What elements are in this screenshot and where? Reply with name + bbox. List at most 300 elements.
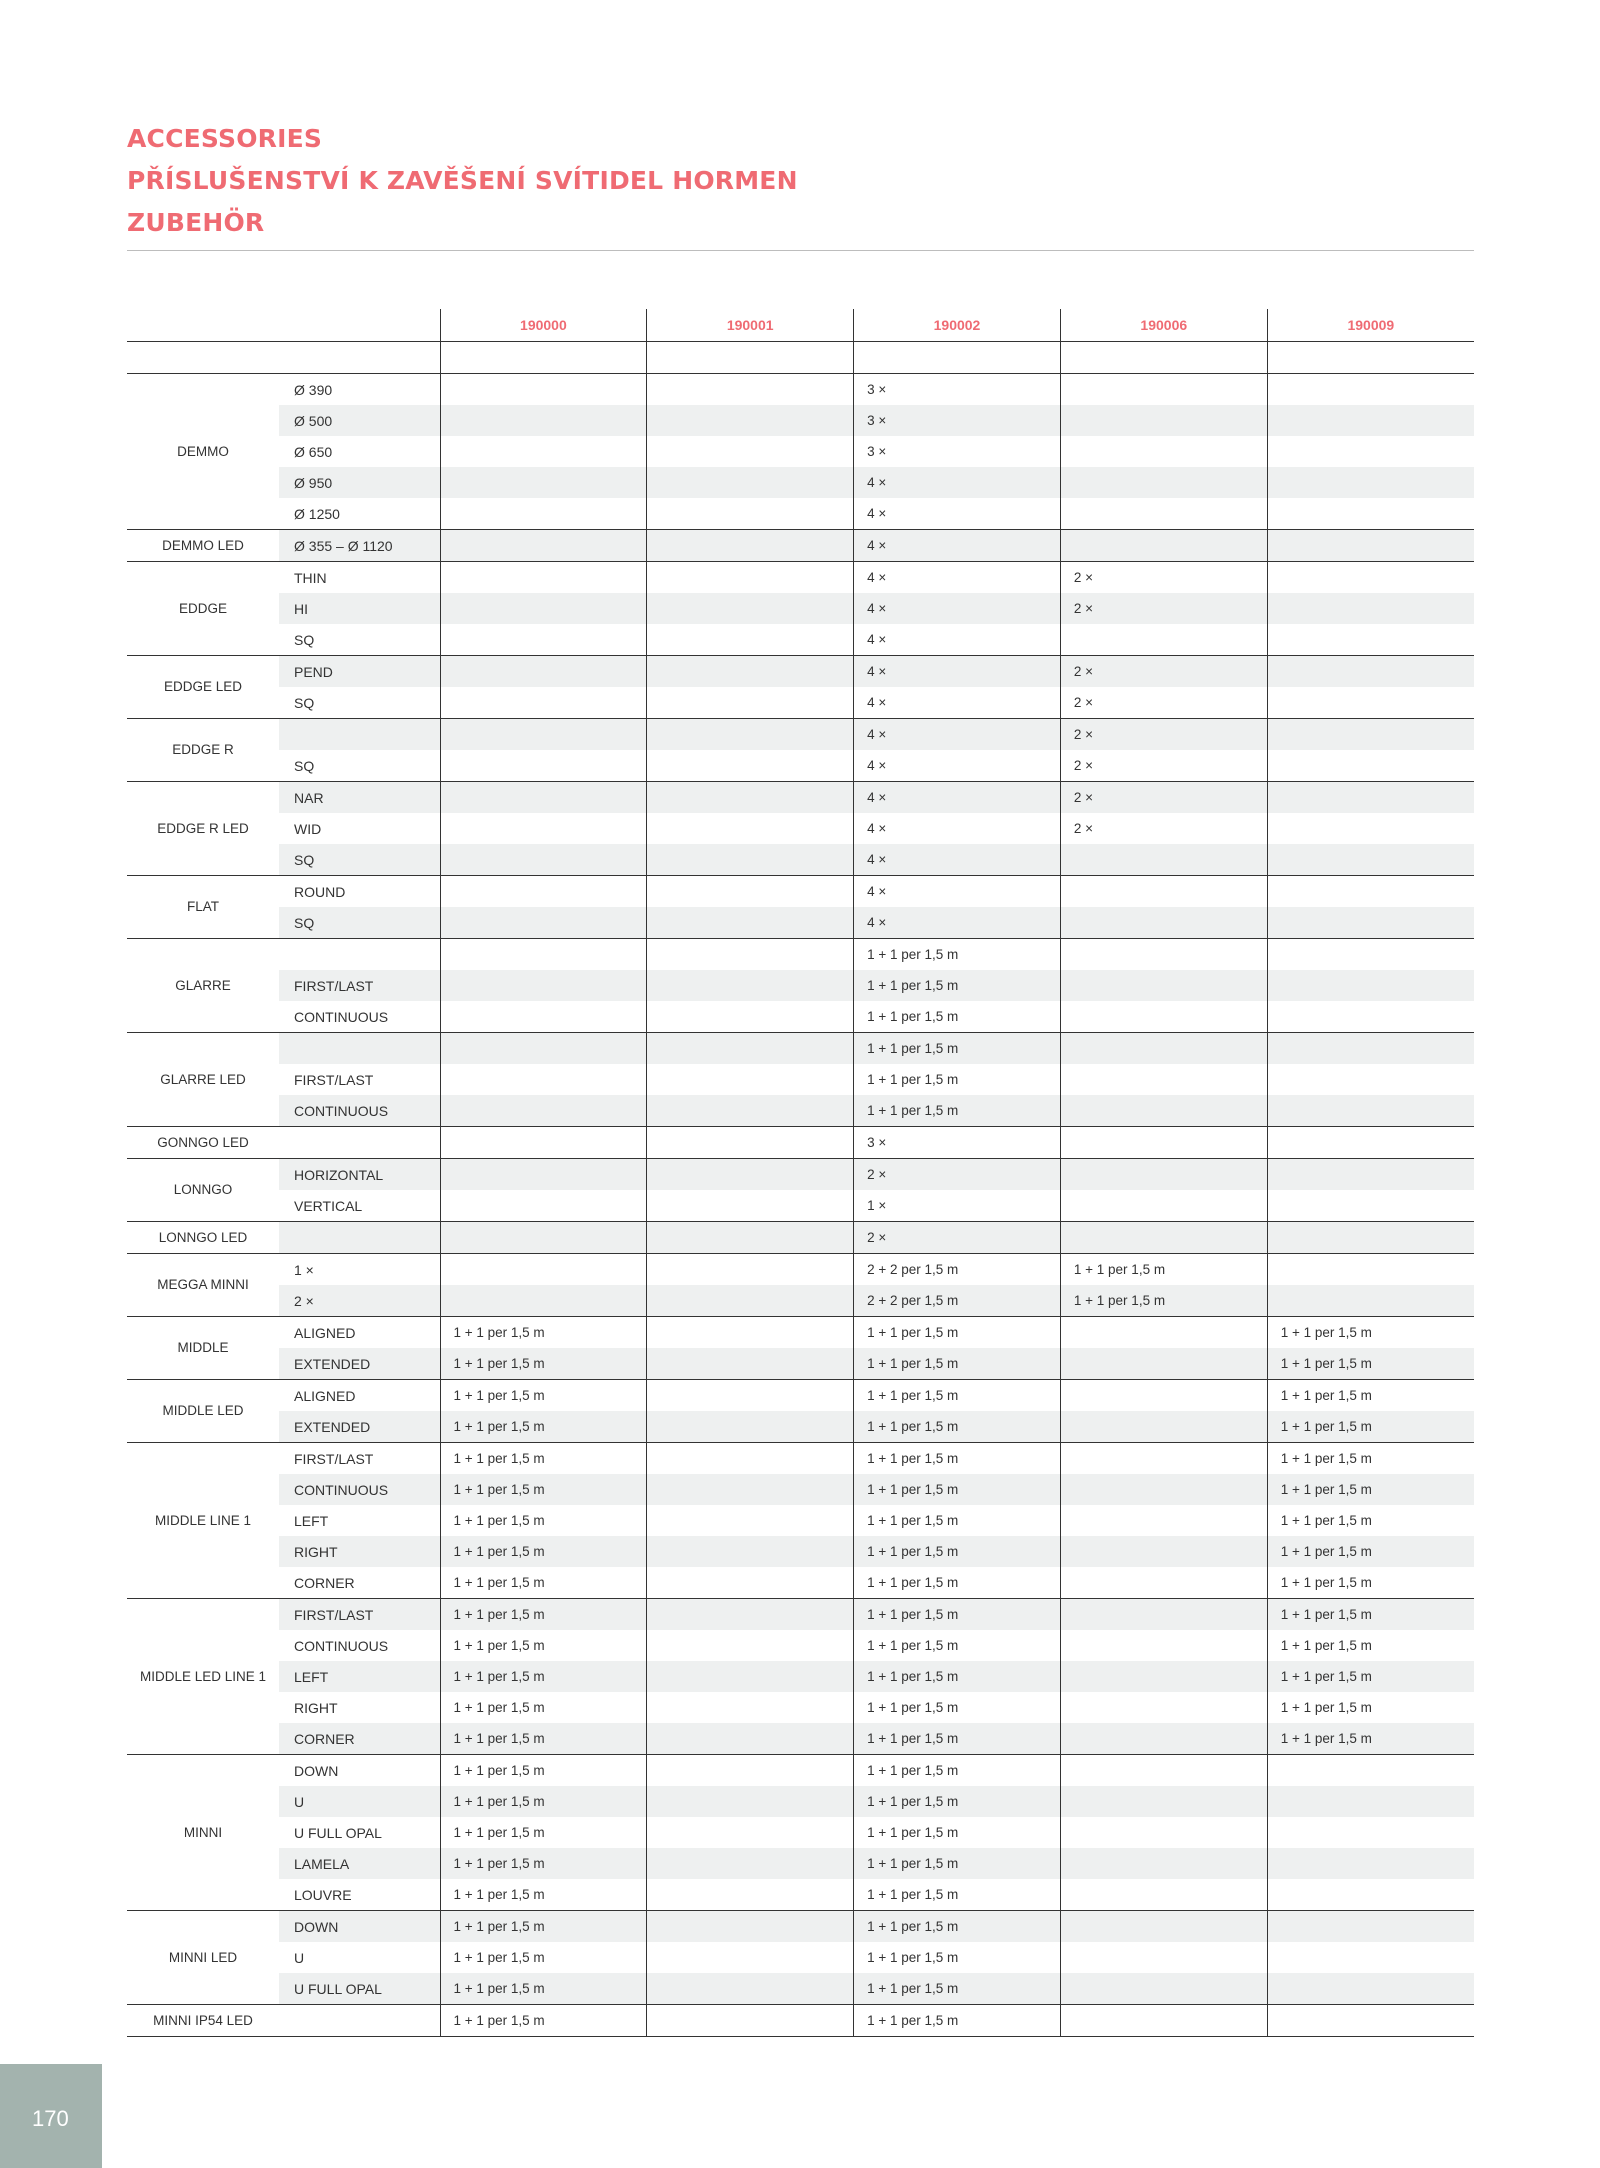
variant-label: ROUND [294,883,346,900]
quantity-cell: 4 × [854,687,1061,719]
quantity-cell [440,1190,647,1222]
quantity-cell [1267,1848,1474,1879]
quantity-cell [647,1567,854,1599]
quantity-cell [647,1411,854,1443]
quantity-cell [647,1254,854,1286]
variant-label [279,719,440,751]
product-group-label: DEMMO LED [127,530,279,562]
quantity-cell: 1 + 1 per 1,5 m [440,1474,647,1505]
table-row [127,1443,1474,1475]
quantity-cell [647,1159,854,1191]
variant-label: Ø 650 [294,443,333,460]
quantity-cell [1060,1127,1267,1159]
quantity-cell [647,1443,854,1475]
quantity-cell: 1 + 1 per 1,5 m [440,1536,647,1567]
quantity-cell [647,374,854,406]
quantity-cell [647,1692,854,1723]
quantity-cell: 2 × [1060,687,1267,719]
quantity-cell [647,562,854,594]
quantity-cell [647,1190,854,1222]
quantity-cell [440,1222,647,1254]
quantity-cell: 1 + 1 per 1,5 m [854,1567,1061,1599]
variant-label: U [279,1786,440,1817]
table-row [127,624,1474,656]
quantity-cell [1267,1064,1474,1095]
quantity-cell [1267,1285,1474,1317]
quantity-cell: 1 + 1 per 1,5 m [440,1692,647,1723]
quantity-cell [440,1033,647,1065]
variant-label: EXTENDED [279,1348,440,1380]
table-row [127,1033,1474,1065]
table-row [127,498,1474,530]
quantity-cell [1060,467,1267,498]
quantity-cell: 3 × [854,374,1061,406]
quantity-cell [440,656,647,688]
quantity-cell [647,1033,854,1065]
table-row [127,1661,1474,1692]
quantity-cell [1267,624,1474,656]
variant-label [279,1127,440,1159]
quantity-cell: 1 + 1 per 1,5 m [854,1348,1061,1380]
quantity-cell [1060,1348,1267,1380]
table-row [127,1692,1474,1723]
quantity-cell [1060,1942,1267,1973]
product-group-label: DEMMO [127,374,279,530]
quantity-cell [647,1222,854,1254]
quantity-cell [1060,1317,1267,1349]
table-row [127,876,1474,908]
quantity-cell [647,593,854,624]
variant-label: THIN [294,569,327,586]
quantity-cell [1060,1033,1267,1065]
quantity-cell [647,656,854,688]
product-group-label: LONNGO LED [127,1222,279,1254]
quantity-cell: 3 × [854,405,1061,436]
quantity-cell: 1 + 1 per 1,5 m [440,2005,647,2037]
quantity-cell: 1 + 1 per 1,5 m [854,1973,1061,2005]
quantity-cell: 1 + 1 per 1,5 m [440,1567,647,1599]
quantity-cell: 4 × [854,467,1061,498]
quantity-cell: 1 + 1 per 1,5 m [440,1786,647,1817]
variant-label: PEND [279,656,440,688]
quantity-cell: 1 + 1 per 1,5 m [1267,1474,1474,1505]
table-row [127,1285,1474,1317]
header-blank [127,309,279,342]
quantity-cell [647,970,854,1001]
quantity-cell [647,1817,854,1848]
product-group-label: MIDDLE LINE 1 [127,1443,279,1599]
quantity-cell [440,687,647,719]
quantity-cell [1267,2005,1474,2037]
quantity-cell [647,907,854,939]
quantity-cell: 1 + 1 per 1,5 m [854,1474,1061,1505]
quantity-cell [1060,1505,1267,1536]
table-row [127,2005,1474,2037]
page-number: 170 [32,2106,69,2131]
variant-label: LOUVRE [279,1879,440,1911]
quantity-cell: 1 + 1 per 1,5 m [854,1380,1061,1412]
quantity-cell: 2 × [1060,656,1267,688]
quantity-cell [1267,1222,1474,1254]
quantity-cell [1267,1911,1474,1943]
variant-label: SQ [279,750,440,782]
table-row [127,1567,1474,1599]
quantity-cell [1267,939,1474,971]
quantity-cell [647,1911,854,1943]
product-group-label: FLAT [127,876,279,939]
quantity-cell: 1 + 1 per 1,5 m [854,1536,1061,1567]
table-row [127,782,1474,814]
variant-label: CONTINUOUS [279,1474,440,1505]
quantity-cell [647,1630,854,1661]
quantity-cell: 1 + 1 per 1,5 m [854,1786,1061,1817]
quantity-cell [1060,1911,1267,1943]
quantity-cell: 1 + 1 per 1,5 m [440,1348,647,1380]
variant-label: LEFT [294,1512,329,1529]
variant-label: HORIZONTAL [279,1159,440,1191]
table-row [127,1127,1474,1159]
quantity-cell: 1 + 1 per 1,5 m [440,1630,647,1661]
variant-label: EXTENDED [279,1411,440,1443]
quantity-cell [1060,374,1267,406]
quantity-cell [647,1755,854,1787]
quantity-cell [440,1001,647,1033]
quantity-cell: 2 × [1060,719,1267,751]
quantity-cell [1060,1095,1267,1127]
quantity-cell [440,436,647,467]
quantity-cell [1267,1973,1474,2005]
quantity-cell [440,813,647,844]
variant-label: SQ [279,624,440,656]
product-group-label: MINNI [127,1755,279,1911]
quantity-cell: 2 × [1060,562,1267,594]
variant-label: CONTINUOUS [279,1001,440,1033]
quantity-cell [440,405,647,436]
quantity-cell [1060,498,1267,530]
quantity-cell [1267,562,1474,594]
table-row [127,405,1474,436]
variant-label: Ø 1250 [279,498,440,530]
quantity-cell: 2 × [1060,593,1267,624]
variant-label: WID [294,820,322,837]
product-group-label: MIDDLE [127,1317,279,1380]
quantity-cell [440,1095,647,1127]
quantity-cell [647,624,854,656]
quantity-cell: 1 + 1 per 1,5 m [854,1817,1061,1848]
quantity-cell [647,1001,854,1033]
accessories-table-container [127,309,1474,2037]
quantity-cell [1267,907,1474,939]
variant-label: U FULL OPAL [279,1973,440,2005]
table-row [127,687,1474,719]
variant-label: U FULL OPAL [294,1824,382,1841]
quantity-cell: 1 + 1 per 1,5 m [854,1411,1061,1443]
quantity-cell: 4 × [854,813,1061,844]
quantity-cell: 4 × [854,782,1061,814]
quantity-cell: 4 × [854,656,1061,688]
quantity-cell [647,1723,854,1755]
product-group-label: EDDGE [127,562,279,656]
variant-label: SQ [279,844,440,876]
quantity-cell [1267,844,1474,876]
quantity-cell [440,844,647,876]
variant-label: U [294,1949,305,1966]
quantity-cell: 1 + 1 per 1,5 m [854,1911,1061,1943]
quantity-cell [1060,1064,1267,1095]
table-row [127,656,1474,688]
table-row [127,530,1474,562]
quantity-cell [1060,1159,1267,1191]
quantity-cell: 1 + 1 per 1,5 m [440,1443,647,1475]
quantity-cell: 4 × [854,624,1061,656]
quantity-cell: 1 + 1 per 1,5 m [854,1692,1061,1723]
quantity-cell [440,1064,647,1095]
variant-label [279,1033,440,1065]
table-row [127,374,1474,406]
quantity-cell: 2 + 2 per 1,5 m [854,1254,1061,1286]
quantity-cell [1267,1786,1474,1817]
quantity-cell [1267,530,1474,562]
variant-label: NAR [279,782,440,814]
variant-label: Ø 500 [279,405,440,436]
quantity-cell [1060,1443,1267,1475]
quantity-cell [1060,1380,1267,1412]
quantity-cell: 1 + 1 per 1,5 m [440,1755,647,1787]
quantity-cell [1060,1755,1267,1787]
table-row [127,1474,1474,1505]
quantity-cell [1267,1127,1474,1159]
quantity-cell [1060,1190,1267,1222]
quantity-cell [1267,498,1474,530]
quantity-cell [647,1285,854,1317]
quantity-cell [1060,1001,1267,1033]
quantity-cell [440,939,647,971]
quantity-cell [1060,844,1267,876]
quantity-cell [1060,1474,1267,1505]
quantity-cell: 4 × [854,750,1061,782]
table-row [127,1254,1474,1286]
variant-label: SQ [279,687,440,719]
quantity-cell [1060,907,1267,939]
quantity-cell: 1 + 1 per 1,5 m [1267,1317,1474,1349]
quantity-cell [647,1536,854,1567]
table-row [127,1505,1474,1536]
quantity-cell: 1 + 1 per 1,5 m [1267,1630,1474,1661]
header-blank [279,309,440,342]
quantity-cell: 1 + 1 per 1,5 m [1267,1348,1474,1380]
quantity-cell [440,1159,647,1191]
quantity-cell [440,1285,647,1317]
column-header: 190009 [1267,309,1474,342]
quantity-cell [440,530,647,562]
variant-label: Ø 950 [279,467,440,498]
variant-label: ALIGNED [294,1324,356,1341]
quantity-cell [647,939,854,971]
quantity-cell: 1 + 1 per 1,5 m [1267,1723,1474,1755]
table-row [127,436,1474,467]
variant-label: RIGHT [279,1536,440,1567]
quantity-cell: 1 + 1 per 1,5 m [1060,1285,1267,1317]
quantity-cell: 2 × [854,1159,1061,1191]
variant-label: FIRST/LAST [279,1599,440,1631]
table-row [127,1159,1474,1191]
quantity-cell: 1 + 1 per 1,5 m [440,1505,647,1536]
table-body [127,342,1474,2037]
quantity-cell [647,498,854,530]
table-row [127,1222,1474,1254]
quantity-cell [1060,624,1267,656]
quantity-cell [647,1599,854,1631]
quantity-cell: 1 + 1 per 1,5 m [854,1755,1061,1787]
variant-label: CORNER [279,1567,440,1599]
quantity-cell: 1 + 1 per 1,5 m [854,1723,1061,1755]
quantity-cell [1060,1817,1267,1848]
variant-label: LEFT [279,1661,440,1692]
quantity-cell [1060,1599,1267,1631]
quantity-cell [1267,467,1474,498]
quantity-cell [647,436,854,467]
quantity-cell: 1 + 1 per 1,5 m [854,939,1061,971]
quantity-cell: 1 + 1 per 1,5 m [1267,1661,1474,1692]
quantity-cell [1060,530,1267,562]
product-group-label: GLARRE [127,939,279,1033]
quantity-cell [647,1064,854,1095]
table-row [127,1755,1474,1787]
table-row [127,1380,1474,1412]
table-row [127,1064,1474,1095]
variant-label: SQ [279,907,440,939]
quantity-cell [440,593,647,624]
quantity-cell: 3 × [854,436,1061,467]
table-row [127,467,1474,498]
variant-label: LAMELA [279,1848,440,1879]
quantity-cell [1060,876,1267,908]
table-row [127,1095,1474,1127]
quantity-cell: 1 + 1 per 1,5 m [1267,1692,1474,1723]
quantity-cell: 2 × [1060,782,1267,814]
quantity-cell: 1 + 1 per 1,5 m [440,1817,647,1848]
quantity-cell: 1 + 1 per 1,5 m [854,1599,1061,1631]
title-german: ZUBEHÖR [127,208,265,237]
variant-label: DOWN [279,1911,440,1943]
table-row [127,1786,1474,1817]
column-header: 190002 [854,309,1061,342]
quantity-cell [1267,719,1474,751]
quantity-cell [440,970,647,1001]
quantity-cell: 1 + 1 per 1,5 m [854,1630,1061,1661]
variant-label: VERTICAL [279,1190,440,1222]
column-header: 190001 [647,309,854,342]
quantity-cell: 1 + 1 per 1,5 m [854,1848,1061,1879]
quantity-cell [1267,1190,1474,1222]
table-row [127,719,1474,751]
quantity-cell [647,2005,854,2037]
quantity-cell [440,907,647,939]
table-row [127,1001,1474,1033]
quantity-cell [440,782,647,814]
quantity-cell: 1 + 1 per 1,5 m [1267,1411,1474,1443]
variant-label: CONTINUOUS [294,1637,389,1654]
quantity-cell [1267,1159,1474,1191]
quantity-cell: 1 + 1 per 1,5 m [440,1848,647,1879]
quantity-cell [440,467,647,498]
quantity-cell: 1 + 1 per 1,5 m [440,1317,647,1349]
quantity-cell [440,719,647,751]
quantity-cell [1267,876,1474,908]
table-row [127,1411,1474,1443]
product-group-label: EDDGE R [127,719,279,782]
quantity-cell [647,1380,854,1412]
quantity-cell: 1 + 1 per 1,5 m [440,1973,647,2005]
quantity-cell: 1 + 1 per 1,5 m [854,2005,1061,2037]
quantity-cell: 1 + 1 per 1,5 m [1060,1254,1267,1286]
quantity-cell: 4 × [854,907,1061,939]
product-group-label: GLARRE LED [127,1033,279,1127]
product-group-label: MINNI LED [127,1911,279,2005]
table-row [127,1630,1474,1661]
product-group-label: MINNI IP54 LED [127,2005,279,2037]
quantity-cell [1267,436,1474,467]
spacer-row [127,342,1474,374]
quantity-cell [1267,405,1474,436]
quantity-cell: 3 × [854,1127,1061,1159]
quantity-cell: 1 + 1 per 1,5 m [854,1879,1061,1911]
quantity-cell: 1 + 1 per 1,5 m [440,1911,647,1943]
title-divider [127,250,1474,251]
quantity-cell [647,1879,854,1911]
quantity-cell [647,1848,854,1879]
variant-label: ALIGNED [294,1387,356,1404]
quantity-cell [1060,405,1267,436]
variant-label: FIRST/LAST [279,970,440,1001]
product-group-label: LONNGO [127,1159,279,1222]
quantity-cell [1267,782,1474,814]
quantity-cell [647,750,854,782]
variant-label: DOWN [294,1762,339,1779]
table-row [127,1942,1474,1973]
quantity-cell: 1 + 1 per 1,5 m [1267,1599,1474,1631]
title-english: ACCESSORIES [127,124,323,153]
table-row [127,1848,1474,1879]
quantity-cell [647,719,854,751]
quantity-cell [1267,813,1474,844]
table-row [127,1817,1474,1848]
quantity-cell [647,1474,854,1505]
variant-label: RIGHT [294,1699,338,1716]
table-row [127,593,1474,624]
quantity-cell: 1 + 1 per 1,5 m [440,1723,647,1755]
quantity-cell: 2 × [1060,750,1267,782]
quantity-cell [647,530,854,562]
quantity-cell [647,467,854,498]
table-row [127,1973,1474,2005]
variant-label: CONTINUOUS [279,1095,440,1127]
quantity-cell [1267,687,1474,719]
accessories-table [127,309,1474,2037]
table-row [127,939,1474,971]
quantity-cell [1267,1095,1474,1127]
variant-label: HI [279,593,440,624]
quantity-cell [1060,1630,1267,1661]
quantity-cell: 2 × [1060,813,1267,844]
quantity-cell [1267,1254,1474,1286]
quantity-cell [1060,1879,1267,1911]
product-group-label: MEGGA MINNI [127,1254,279,1317]
quantity-cell: 4 × [854,593,1061,624]
quantity-cell [1060,1848,1267,1879]
table-row [127,1348,1474,1380]
quantity-cell: 1 + 1 per 1,5 m [854,1064,1061,1095]
